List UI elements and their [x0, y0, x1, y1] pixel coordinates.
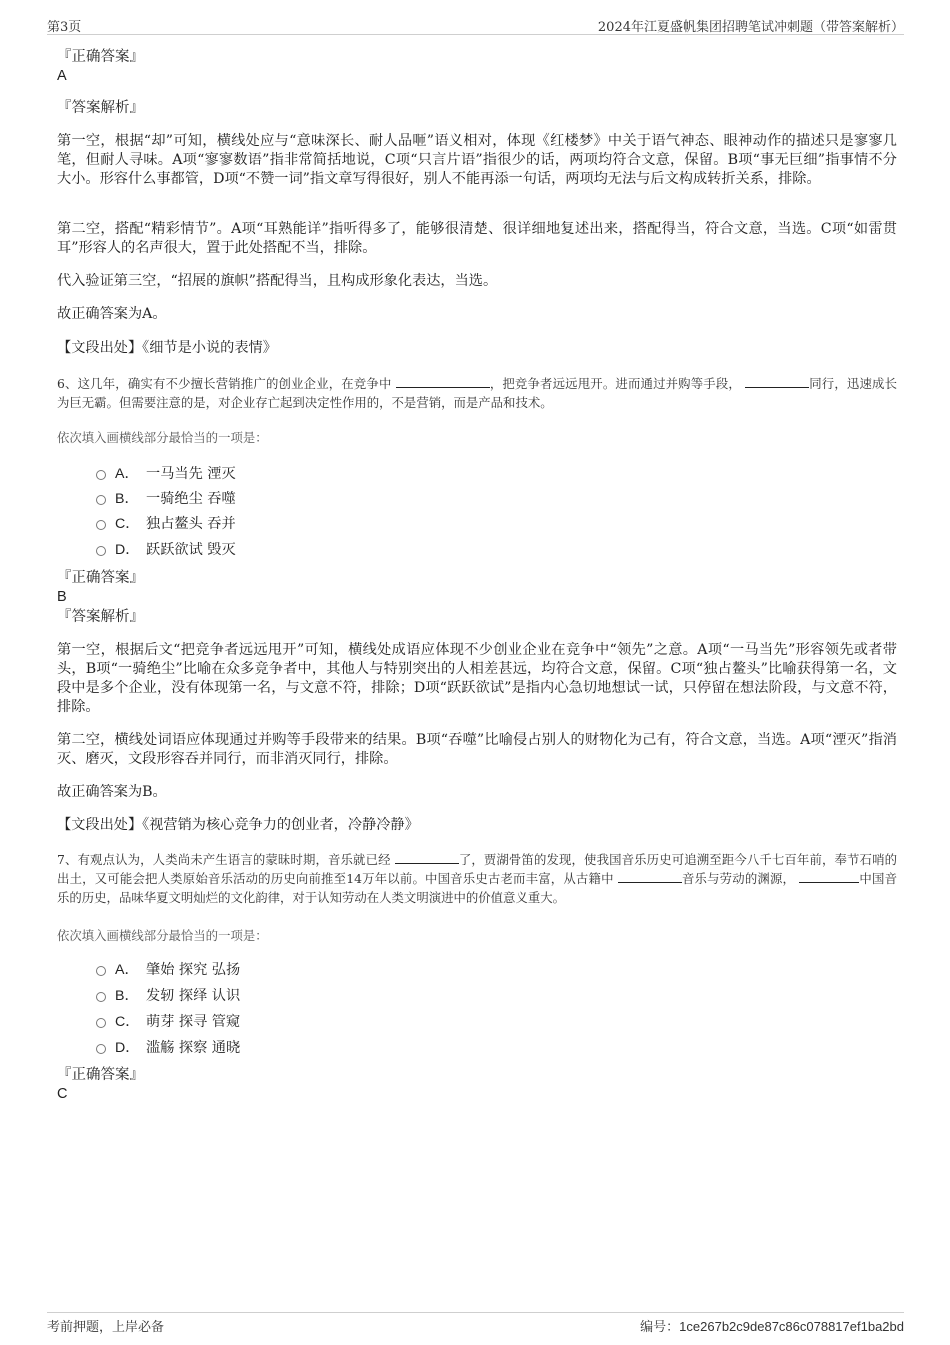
option-text: 独占鳌头 吞并 [146, 516, 236, 532]
fill-blank [618, 870, 682, 883]
correct-answer: C [57, 1086, 68, 1102]
analysis-conclusion: 故正确答案为A。 [57, 306, 167, 322]
question-text-part: ，把竞争者远远甩开。进而通过并购等手段， [489, 376, 741, 391]
option-letter: A． [115, 962, 139, 978]
answer-label: 『正确答案』 [57, 570, 144, 586]
fill-blank [799, 870, 859, 883]
correct-answer: B [57, 589, 67, 605]
option-letter: D． [115, 542, 140, 558]
radio-icon[interactable] [96, 520, 106, 530]
radio-icon[interactable] [96, 1044, 106, 1054]
question-text-part: 音乐与劳动的渊源， [681, 871, 796, 886]
option-d[interactable] [96, 539, 236, 559]
radio-icon[interactable] [96, 470, 106, 480]
fill-blank [745, 375, 809, 388]
correct-answer: A [57, 68, 67, 84]
analysis-paragraph: 代入验证第三空，“招展的旗帜”搭配得当，且构成形象化表达，当选。 [57, 273, 498, 289]
source-citation: 【文段出处】《细节是小说的表情》 [57, 340, 277, 356]
radio-icon[interactable] [96, 992, 106, 1002]
question-7-text [57, 850, 897, 907]
document-title: 2024年江夏盛帆集团招聘笔试冲刺题（带答案解析） [597, 20, 904, 35]
radio-icon[interactable] [96, 546, 106, 556]
source-citation: 【文段出处】《视营销为核心竞争力的创业者，冷静冷静》 [57, 817, 419, 833]
answer-label: 『正确答案』 [57, 49, 144, 65]
option-d[interactable] [96, 1037, 240, 1057]
page-header [47, 14, 904, 35]
analysis-label: 『答案解析』 [57, 609, 144, 625]
page-footer [47, 1312, 904, 1333]
document-id: 编号：1ce267b2c9de87c86c078817ef1ba2bd [640, 1319, 904, 1334]
option-a[interactable] [96, 959, 240, 979]
analysis-label: 『答案解析』 [57, 100, 144, 116]
radio-icon[interactable] [96, 966, 106, 976]
option-letter: A． [115, 466, 139, 482]
analysis-paragraph: 第二空，搭配“精彩情节”。A项“耳熟能详”指听得多了，能够很清楚、很详细地复述出来，搭配得当，符合文意，当选。C项“如雷贯耳”形容人的名声很大，置于此处搭配不当，排除。 [57, 221, 897, 256]
option-letter: B． [115, 988, 139, 1004]
analysis-paragraph: 第二空，横线处词语应体现通过并购等手段带来的结果。B项“吞噬”比喻侵占别人的财物化为己有，符合文意，当选。A项“湮灭”指消灭、磨灭，文段形容吞并同行，而非消灭同行，排除。 [57, 732, 897, 767]
question-prompt: 依次填入画横线部分最恰当的一项是： [57, 928, 268, 943]
analysis-conclusion: 故正确答案为B。 [57, 784, 167, 800]
option-text: 滥觞 探察 通晓 [146, 1040, 241, 1056]
option-text: 发轫 探绎 认识 [146, 988, 241, 1004]
option-letter: D． [115, 1040, 140, 1056]
option-letter: B． [115, 491, 139, 507]
fill-blank [395, 851, 459, 864]
question-text-part: 中国音乐的历史，品味华夏文明灿烂的文化韵律，对于认知劳动在人类文明演进中的价值意义重大。 [57, 871, 897, 905]
question-prompt: 依次填入画横线部分最恰当的一项是： [57, 430, 268, 445]
option-text: 一马当先 湮灭 [146, 466, 236, 482]
footer-slogan: 考前押题，上岸必备 [47, 1320, 165, 1335]
analysis-paragraph: 第一空，根据后文“把竞争者远远甩开”可知，横线处成语应体现不少创业企业在竞争中“领先”之意。A项“一马当先”形容领先或者带头，B项“一骑绝尘”比喻在众多竞争者中，其他人与特别突出的人相差甚远，均符合文意，保留。C项“独占鳌头”比喻获得第一名，文段中是多个企业，没有体现第一名，与文意不符，排除；D项“跃跃欲试”是指内心急切地想试一试，只停留在想法阶段，与文意不符，排除。 [57, 642, 897, 715]
question-text-part: 6、这几年，确实有不少擅长营销推广的创业企业，在竞争中 [57, 376, 392, 391]
question-text-part: 了，贾湖骨笛的发现，使我国音乐历史可追溯至距今八千七百年前，奉节石哨的出土，又可能会把人类原始音乐活动的历史向前推至14万年以前。中国音乐史古老而丰富，从古籍中 [57, 852, 897, 886]
option-c[interactable] [96, 1011, 240, 1031]
option-letter: C． [115, 1014, 140, 1030]
question-6-text [57, 374, 897, 412]
radio-icon[interactable] [96, 495, 106, 505]
analysis-paragraph: 第一空，根据“却”可知，横线处应与“意味深长、耐人品咂”语义相对，体现《红楼梦》中关于语气神态、眼神动作的描述只是寥寥几笔，但耐人寻味。A项“寥寥数语”指非常简括地说，C项“只言片语”指很少的话，两项均符合文意，保留。B项“事无巨细”指事情不分大小。形容什么事都管，D项“不赞一词”指文章写得很好，别人不能再添一句话，两项均无法与后文构成转折关系，排除。 [57, 133, 897, 187]
option-text: 一骑绝尘 吞噬 [146, 491, 236, 507]
option-letter: C． [115, 516, 140, 532]
option-a[interactable] [96, 463, 236, 483]
radio-icon[interactable] [96, 1018, 106, 1028]
option-b[interactable] [96, 985, 240, 1005]
option-c[interactable] [96, 513, 236, 533]
option-b[interactable] [96, 488, 236, 508]
question-text-part: 同行，迅速成长为巨无霸。但需要注意的是，对企业存亡起到决定性作用的，不是营销，而是产品和技术。 [57, 376, 897, 410]
option-text: 跃跃欲试 毁灭 [146, 542, 236, 558]
page-number: 第3页 [47, 20, 82, 35]
option-text: 萌芽 探寻 管窥 [146, 1014, 241, 1030]
answer-label: 『正确答案』 [57, 1067, 144, 1083]
option-text: 肇始 探究 弘扬 [146, 962, 241, 978]
fill-blank [396, 375, 490, 388]
question-text-part: 7、有观点认为，人类尚未产生语言的蒙昧时期，音乐就已经 [57, 852, 391, 867]
